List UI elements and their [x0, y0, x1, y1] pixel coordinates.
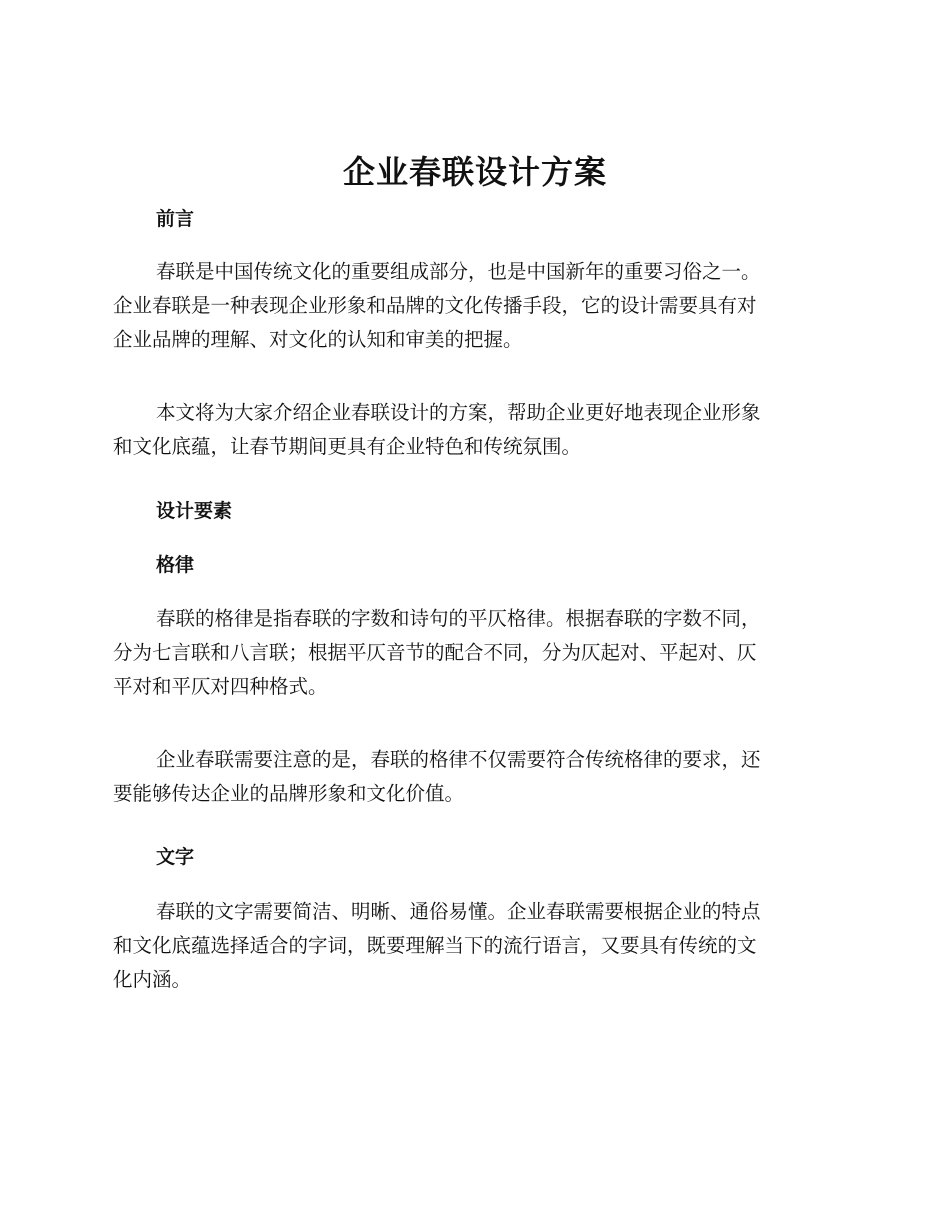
heading-meter: 格律: [156, 554, 195, 576]
paragraph-line: 春联是中国传统文化的重要组成部分，也是中国新年的重要习俗之一。: [156, 260, 761, 283]
paragraph-preface-1: [113, 255, 833, 357]
paragraph-meter-2: [113, 743, 833, 811]
paragraph-line: 分为七言联和八言联；根据平仄音节的配合不同，分为仄起对、平起对、仄: [113, 641, 757, 664]
paragraph-line: 和文化底蕴选择适合的字词，既要理解当下的流行语言，又要具有传统的文: [113, 934, 757, 957]
paragraph-line: 化内涵。: [113, 968, 192, 991]
paragraph-line: 企业春联需要注意的是，春联的格律不仅需要符合传统格律的要求，还: [156, 748, 761, 771]
heading-preface: 前言: [156, 208, 195, 230]
paragraph-line: 平对和平仄对四种格式。: [113, 675, 328, 698]
paragraph-line: 本文将为大家介绍企业春联设计的方案，帮助企业更好地表现企业形象: [156, 401, 761, 424]
paragraph-text-1: [113, 895, 833, 997]
heading-design-elements: 设计要素: [156, 500, 233, 522]
paragraph-line: 春联的文字需要简洁、明晰、通俗易懂。企业春联需要根据企业的特点: [156, 900, 761, 923]
paragraph-line: 和文化底蕴，让春节期间更具有企业特色和传统氛围。: [113, 435, 582, 458]
paragraph-meter-1: [113, 602, 833, 704]
paragraph-preface-2: [113, 396, 833, 464]
document-title: 企业春联设计方案: [342, 153, 607, 191]
paragraph-line: 春联的格律是指春联的字数和诗句的平仄格律。根据春联的字数不同，: [156, 607, 761, 630]
paragraph-line: 企业品牌的理解、对文化的认知和审美的把握。: [113, 328, 523, 351]
paragraph-line: 企业春联是一种表现企业形象和品牌的文化传播手段，它的设计需要具有对: [113, 294, 757, 317]
paragraph-line: 要能够传达企业的品牌形象和文化价值。: [113, 782, 465, 805]
heading-text: 文字: [156, 846, 195, 868]
